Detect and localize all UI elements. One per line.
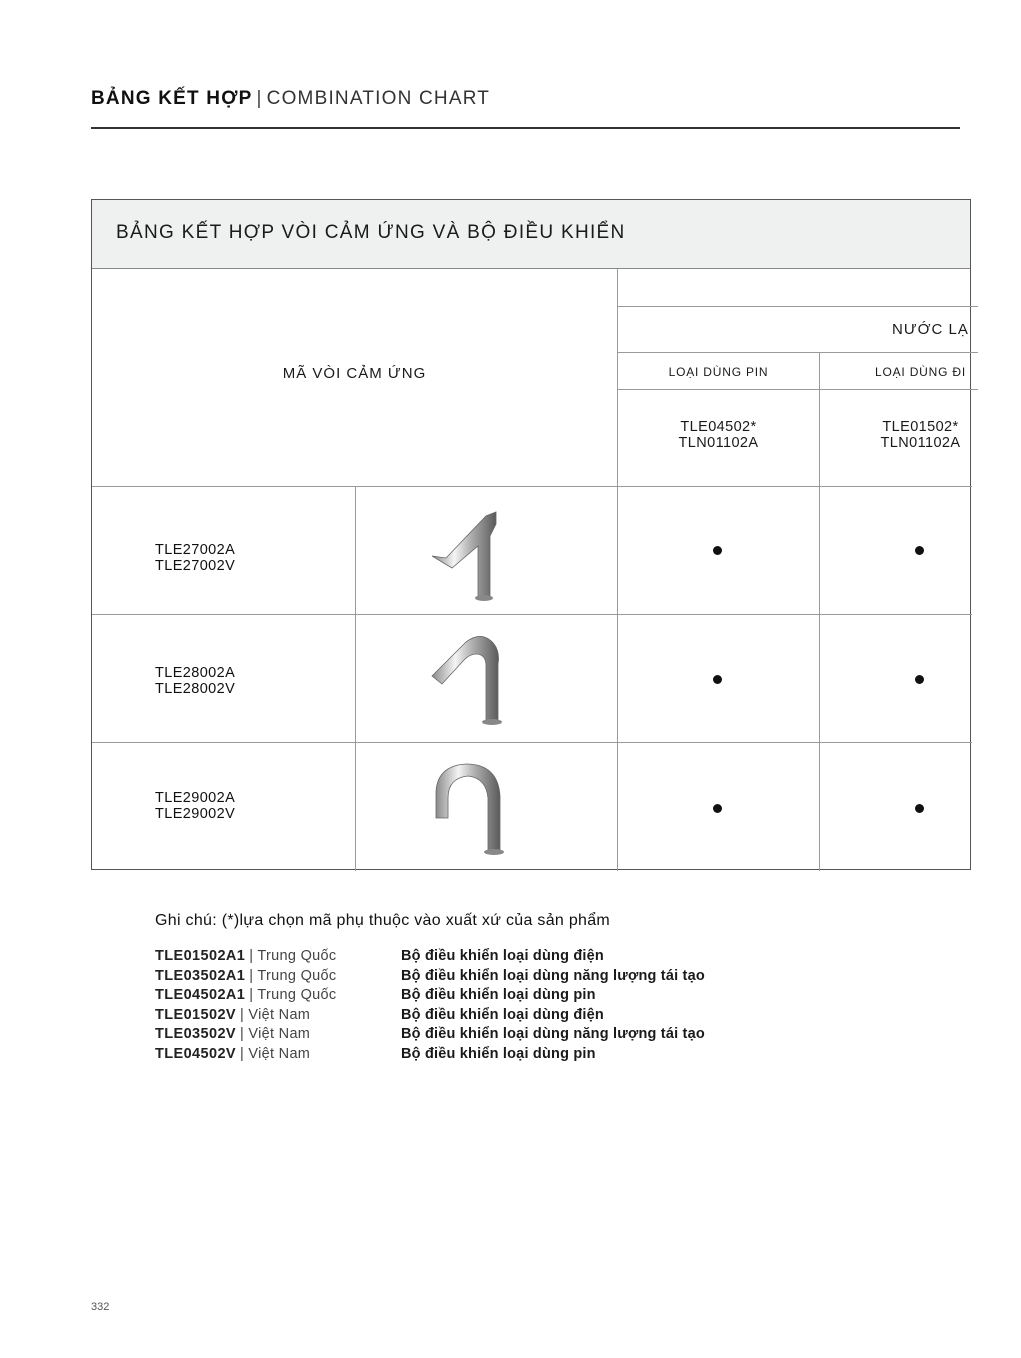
controller-code: TLE04502A1 (155, 987, 246, 1003)
compatibility-dot (713, 804, 722, 813)
faucet-code-line: TLE27002V (155, 558, 236, 574)
notes-list (155, 947, 855, 1064)
controller-code: TLE01502V (155, 1006, 236, 1023)
grid-line (618, 352, 978, 353)
controller-description: Bộ điều khiển loại dùng điện (401, 1006, 604, 1023)
origin-country: Trung Quốc (257, 948, 337, 964)
list-item (155, 967, 855, 987)
faucet-code-line: TLE29002V (155, 806, 236, 822)
grid-line (617, 269, 618, 871)
controller-code-line: TLN01102A (678, 435, 759, 451)
controller-description: Bộ điều khiển loại dùng năng lượng tái tạo (401, 1026, 705, 1042)
page-title-vietnamese: BẢNG KẾT HỢP (91, 88, 253, 109)
compatibility-dot (915, 546, 924, 555)
faucet-angular-image (424, 506, 514, 606)
notes-title: Ghi chú: (*)lựa chọn mã phụ thuộc vào xuất xứ của sản phẩm (155, 912, 611, 929)
faucet-code-line: TLE28002V (155, 681, 236, 697)
separator: | (240, 1045, 249, 1062)
compatibility-dot (713, 675, 722, 684)
faucet-code (155, 665, 235, 697)
controller-code-line: TLE04502* (680, 419, 757, 435)
page-number: 332 (91, 1301, 110, 1313)
grid-line (355, 486, 356, 871)
separator: | (249, 948, 258, 964)
controller-code: TLE03502V (155, 1026, 236, 1042)
title-separator: | (256, 88, 263, 109)
water-type-header: NƯỚC LẠ (892, 321, 969, 338)
controller-description: Bộ điều khiển loại dùng pin (401, 987, 596, 1003)
header-divider (91, 127, 960, 129)
grid-line (92, 486, 972, 487)
controller-description: Bộ điều khiển loại dùng năng lượng tái tạo (401, 967, 705, 984)
controller-code-line: TLE01502* (882, 419, 959, 435)
grid-line (92, 614, 972, 615)
origin-country: Việt Nam (248, 1006, 311, 1023)
faucet-code (155, 790, 235, 822)
controller-code (820, 419, 1021, 451)
grid-line (618, 306, 978, 307)
origin-country: Việt Nam (248, 1045, 311, 1062)
list-item (155, 1025, 855, 1045)
compatibility-dot (915, 804, 924, 813)
separator: | (249, 967, 258, 984)
controller-code (618, 419, 819, 451)
compatibility-dot (915, 675, 924, 684)
combination-table (91, 199, 971, 870)
controller-code-line: TLN01102A (880, 435, 961, 451)
page-title (91, 86, 960, 112)
controller-code: TLE03502A1 (155, 967, 246, 984)
compatibility-dot (713, 546, 722, 555)
list-item (155, 1006, 855, 1026)
origin-country: Trung Quốc (257, 987, 337, 1003)
table-title-band (92, 200, 970, 269)
controller-type-label: LOẠI DÙNG ĐI (875, 365, 966, 379)
grid-line (618, 389, 978, 390)
list-item (155, 947, 855, 967)
controller-code: TLE01502A1 (155, 948, 246, 964)
separator: | (240, 1026, 249, 1042)
separator: | (240, 1006, 249, 1023)
controller-description: Bộ điều khiển loại dùng điện (401, 948, 604, 964)
faucet-code-line: TLE27002A (155, 542, 236, 558)
table-title: BẢNG KẾT HỢP VÒI CẢM ỨNG VÀ BỘ ĐIỀU KHIỂN (116, 222, 626, 243)
faucet-code-line: TLE29002A (155, 790, 236, 806)
faucet-code-line: TLE28002A (155, 665, 236, 681)
origin-country: Trung Quốc (257, 967, 337, 984)
controller-type-label: LOẠI DÙNG PIN (668, 365, 769, 379)
separator: | (249, 987, 258, 1003)
faucet-code-header: MÃ VÒI CẢM ỨNG (282, 365, 427, 382)
faucet-gooseneck-image (424, 758, 514, 858)
origin-country: Việt Nam (248, 1026, 311, 1042)
faucet-code (155, 542, 235, 574)
list-item (155, 1045, 855, 1065)
faucet-curved-image (424, 630, 514, 730)
controller-code: TLE04502V (155, 1045, 236, 1062)
grid-line (92, 742, 972, 743)
page-title-english: COMBINATION CHART (266, 88, 491, 109)
controller-description: Bộ điều khiển loại dùng pin (401, 1045, 596, 1062)
list-item (155, 986, 855, 1006)
